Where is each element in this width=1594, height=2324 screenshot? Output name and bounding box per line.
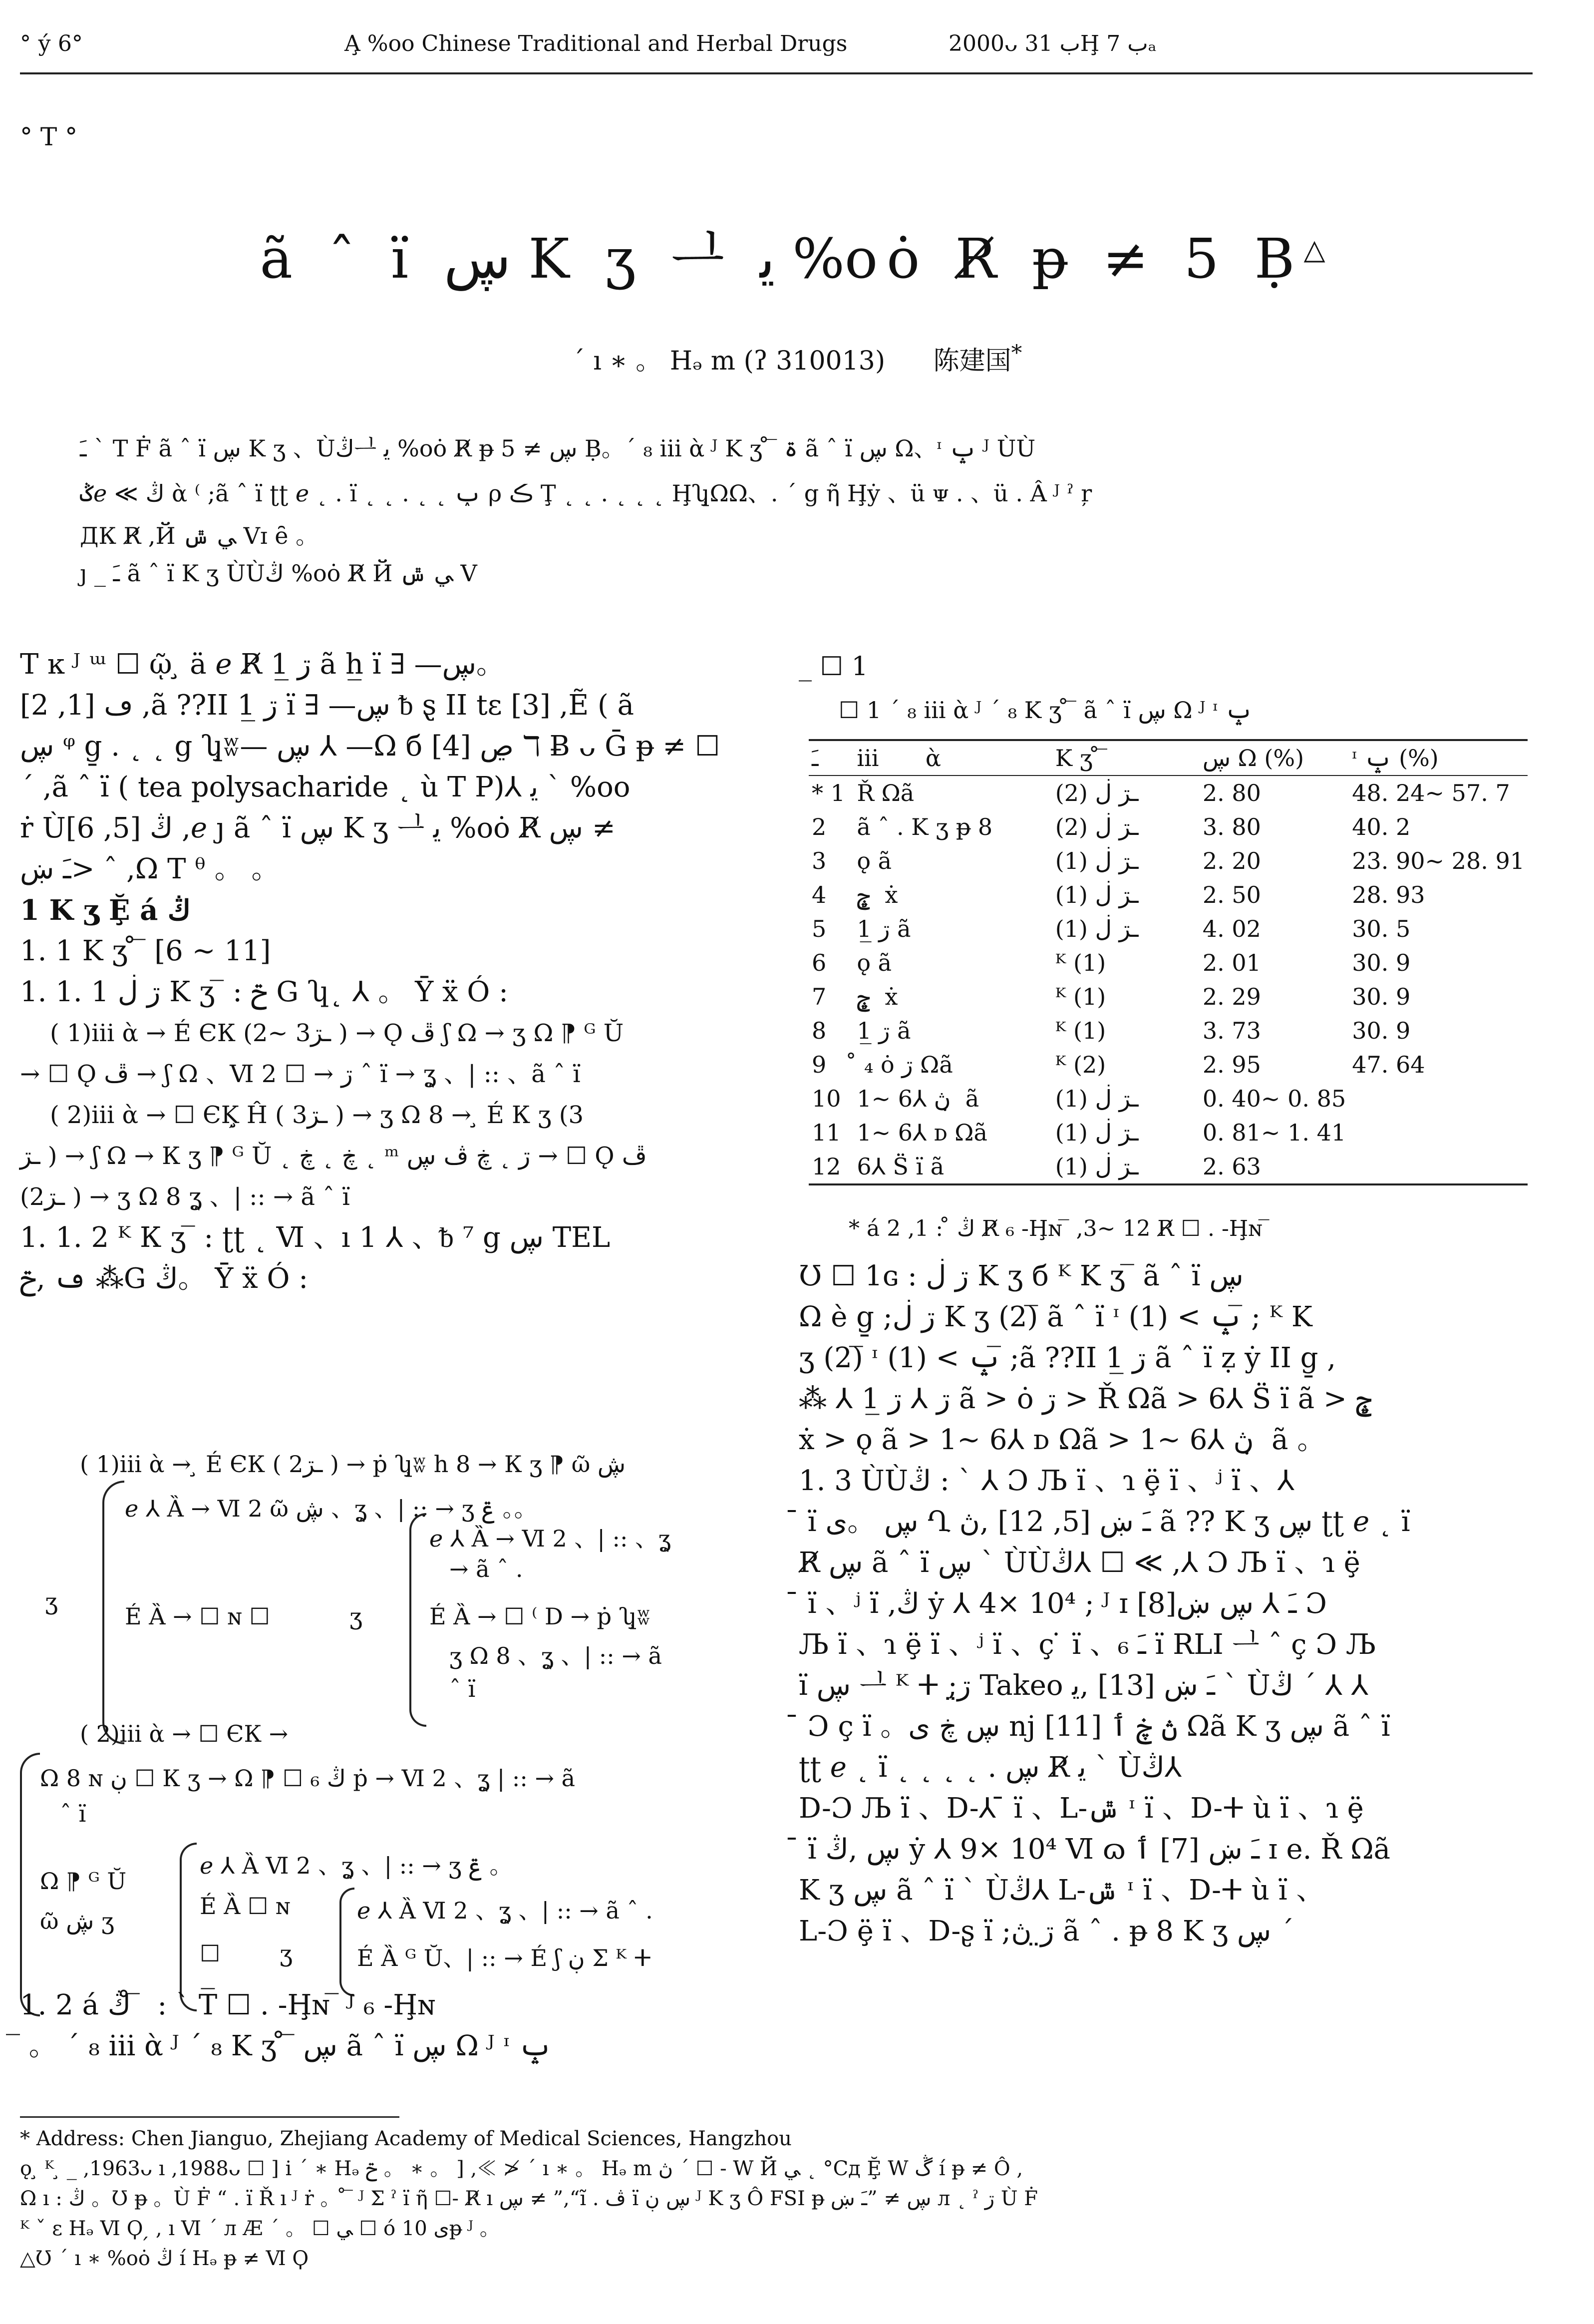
left-column-end [20, 1985, 764, 2067]
section-1-3-heading: 1. 3 ÙÙڭ : ˋ ⅄ Ɔ Љ ï 、ɿ ȩ̈ ï 、ʲ ï 、⅄ [799, 1465, 1294, 1497]
cell-purity: 40. 2 [1352, 813, 1411, 840]
table-row [809, 1014, 1528, 1048]
cell-purity: 28. 93 [1352, 881, 1425, 908]
cell-no: 11 [812, 1119, 841, 1146]
flow1-row-2b: → ã ˆ . [449, 1555, 523, 1582]
cell-no: 2 [812, 813, 827, 840]
col-header-method: K ʒ ̊ ̅ [1055, 745, 1107, 772]
body-line-10: K ʒ ڛ ã ˆ ï ˋ Ùڭ⅄ L-ݜ ᶦ ï 、D-ⵜ ù ï 、 [799, 1874, 1324, 1907]
cell-purity: 30. 9 [1352, 949, 1411, 976]
cell-method: ᴷ (2) [1055, 1051, 1106, 1078]
flow2-row-5b: É Ȁ ᴳ Ŭ、| :: → É ʃ ڹ Σ ᴷ ⵜ [357, 1944, 651, 1971]
col-header-no: ـَ [812, 745, 819, 772]
flow1-row-1: ℯ ⅄ Ȁ → Ⅵ 2 ῶ ڜ 、ʓ̦ 、| :: → ʒ ݝ 。。 [125, 1495, 537, 1522]
body-line-1: ̄ ï ڛ 。ى Ղ ـَ ښ [5, 12] ,ڽ ã ?? K ʒ ڛ ʈʈ ℯ ˛ ï [799, 1506, 1410, 1538]
right-column [799, 1256, 1538, 1952]
cell-method: ـڗ ڶ (1) [1055, 1153, 1139, 1180]
journal-name: A̧ %oo Chinese Traditional and Herbal Drugs [344, 31, 848, 56]
table-row [809, 946, 1528, 980]
header-left: ° у́ 6° [20, 31, 83, 56]
flow2-sub-brace [339, 1888, 354, 1996]
result-line-4: ⁂ ⅄ ڗ ⅄ ڗ 1̲ ã > ȯ ڗ > Ř Ωã > 6⅄ S̈ ï ã > ݘ ̧ [799, 1383, 1381, 1415]
cell-yield: 3. 73 [1202, 1017, 1261, 1044]
flow2-top: ( 2)iii ὰ → ☐ ЄК → [80, 1720, 289, 1747]
flow2-row-5a: ☐ [200, 1940, 221, 1967]
table-body [809, 775, 1528, 1184]
cell-name: ݘ ̧ ẋ [857, 881, 898, 908]
cell-name: 1~ 6⅄ ڽ ̣ ã [857, 1085, 979, 1112]
col-header-yield: ڛ Ω (%) [1202, 745, 1304, 772]
data-table [809, 739, 1528, 1185]
result-line-2: Ω ѐ g̱ ;ڗ ڶ K ʒ (2)̅ ã ˆ ï ᶦ ݒ > (1)̅ ; ᴷ K [799, 1301, 1312, 1333]
cell-purity: 30. 5 [1352, 915, 1411, 942]
cell-purity: 30. 9 [1352, 1017, 1411, 1044]
title-mark: △ [1303, 233, 1334, 266]
body-line-9: ̄ ï ڛ ,ڭ ẏ ⅄ 9× 10⁴ Ⅵ ɷ ـَ ښ [7] ٲ ɪ e. Ř Ωã [799, 1833, 1391, 1866]
flow2-row-4-left: ῶ ڜ ʒ [40, 1908, 114, 1935]
footnote-line-2: ǫ ̧ ᴷ ̧ _ ,1963ᴗ ı ,1988ᴗ ☐ ] i ´ ∗ Hₔ ݗ 。 ∗ 。 ] ,≪ ≯ ´ ı ∗ 。 Hₔ m ڽ ˊ ☐ - W Й ﻲ ˛ °Cд Ḝ W ڴ í ᵽ ≠ Ô , [20, 2157, 1023, 2180]
intro-line-3: ڛ ᵠ g̱ . ˛ ˛ g ʮ̧ʬ— ڛ ⅄ —Ω б ڝ [4] ℸ Ƀ ᴗ Ḡ ᵽ ≠ ☐ [20, 730, 720, 763]
cell-yield: 4. 02 [1202, 915, 1261, 942]
cell-no: 6 [812, 949, 827, 976]
cell-yield: 2. 01 [1202, 949, 1261, 976]
cell-no: 7 [812, 983, 827, 1010]
cell-name: ̊ ₄ ȯ ڗ Ωã [857, 1051, 953, 1078]
cell-yield: 2. 50 [1202, 881, 1261, 908]
affiliation: ´ ı ∗ 。 Hₔ m (ʔ 310013) [572, 346, 886, 376]
flow1-row-2a: ℯ ⅄ Ȁ → Ⅵ 2 、| :: 、ʓ̦ [429, 1525, 671, 1552]
cell-purity: 47. 64 [1352, 1051, 1425, 1078]
cell-purity [1349, 1116, 1528, 1150]
left-column [20, 644, 764, 1299]
table-row [809, 878, 1528, 912]
flow1-row-4: ʒ Ω 8 、ʓ̦ 、| :: → ã [449, 1642, 662, 1669]
flow2-row-1: Ω 8 ɴ ڹ ☐ К ʒ → Ω ⁋ ☐ ₆ ڭ ṗ → Ⅵ 2 、ʓ̦ | :: → ã [40, 1765, 576, 1792]
body-line-3: ̄ ï 、ʲ ï ,ڭ ẏ ⅄ 4× 10⁴ ; ᴶ ɪ [8]ـَ ⅄ ڛ ښ Ɔ [799, 1587, 1327, 1620]
body-line-5: ï ڛ ᆜ ᴷ ⵜ ;ڗ̤ Takeo ـَ ښ [13] ,ﻳ ˋ Ùڭ ´ ⅄ ⅄ [799, 1669, 1368, 1702]
cell-yield: 2. 95 [1202, 1051, 1261, 1078]
flow1-row-3-mid: ʒ [349, 1603, 362, 1630]
flow1-top: ( 1)iii ὰ → ̧ É ЄК ( 2ـڗ ) → ṗ ʮ̧ʬ h 8 → К ʒ ⁋ ῶ ڜ [80, 1451, 626, 1478]
cell-purity [1349, 1082, 1528, 1116]
result-line-5: ẋ > ǫ ã > 1~ 6⅄ ᴅ Ωã > 1~ 6⅄ ڽ ̣ ã 。 [799, 1424, 1325, 1456]
cell-method: ᴷ (1) [1055, 1017, 1106, 1044]
cell-purity: 23. 90~ 28. 91 [1352, 847, 1525, 874]
flow1-row-5: ˆ ï [449, 1675, 476, 1702]
abstract-line-1: ـَ ˋ T Ḟ ã ˆ ï ڛ K ʒ 、Ùڭᆜ ﻳ %oȯ R̸ ᵽ ڛ ≠ 5 Ḅ。´ ₈ iii ὰ ᴶ K ʒ ̊ ̅ ۃ ã ˆ ï ڛ Ω、ᶦ ݒ ᴶ ÙÙ [80, 435, 1036, 462]
abstract-line-3: ДК R̸ ,Й ﻲ ݜ Vɪ ȇ 。 [80, 522, 319, 549]
footnote-rule [20, 2116, 399, 2118]
body-line-11: L-Ɔ ȩ̈ ï 、D-ʂ ï ;ڗ̤ ڽ ã ˆ . ᵽ 8 K ʒ ڛ ˊ [799, 1915, 1294, 1947]
cell-no: 5 [812, 915, 827, 942]
section-1-2-heading: 1. 2 á ڭ ̊ ̅ : ˋ T̅ ☐ . -Ḩɴ ̅ ᴶ ₆ -Ḩɴ [20, 1989, 436, 2021]
footnote-line-5: △Ʊ ´ ı ∗ %oȯ ڭ í Hₔ ᵽ ≠ Ⅵ Ϙ [20, 2247, 309, 2270]
flow2-row-2: ˆ ï [60, 1800, 86, 1827]
cell-name: ǫ ã [857, 847, 892, 874]
method-1-line-3: ( 2)iii ὰ → ☐ ЄĶ̧ Ĥ ( 3ـڗ ) → ʒ Ω 8 → ̧ É К ʒ (3 [50, 1101, 584, 1129]
flow1-row-3-left: É Ȁ → ☐ ɴ ☐ [125, 1603, 270, 1630]
table-row [809, 1116, 1528, 1150]
table-row [809, 980, 1528, 1014]
cell-yield: 0. 81~ 1. 41 [1202, 1119, 1346, 1146]
table-row [809, 810, 1528, 844]
cell-no: 12 [812, 1153, 841, 1180]
body-line-4: Љ ï 、ɿ ȩ̈ ï 、ʲ ï 、ç ̇ ï 、ـَ ₆ ï RLI ᆜ ˆ ç Ɔ Љ [799, 1628, 1376, 1661]
cell-method: ـڗ ڶ (2) [1055, 779, 1139, 806]
table-row [809, 844, 1528, 878]
method-1-line-5: (2ـڗ ) → ʒ Ω 8 ʓ̦ 、| :: → ã ˆ ï [20, 1183, 350, 1211]
table-row [809, 1048, 1528, 1082]
cell-yield: 2. 63 [1202, 1153, 1261, 1180]
cell-name: 6⅄ S̈ ï ã [857, 1153, 945, 1180]
intro-line-1: T ĸ ᴶ ᵚ ☐ ῷ ̧ ä ℯ R̸ ڗ 1̲ ã h̲ ï ∃ —ڛ。 [20, 648, 504, 681]
cell-no: 9 [812, 1051, 827, 1078]
cell-yield: 2. 20 [1202, 847, 1261, 874]
method-1-line-2: → ☐ Ǫ ڦ → ʃ Ω 、Ⅵ 2 ☐ → ڗ ˆ ï → ʓ̦ 、| :: 、ã ˆ ï [20, 1060, 581, 1088]
cell-yield: 0. 40~ 0. 85 [1202, 1085, 1346, 1112]
col-header-purity: ᶦ ݒ (%) [1352, 745, 1439, 772]
cell-name: ڗ 1̲ ã [857, 915, 911, 942]
section-1-1-2-heading: 1. 1. 2 ᴷ К ʒ ̅ : ʈʈ ˛ Ⅵ 、ı 1 ⅄ 、ᵬ ⁷ g ڛ TEL [20, 1221, 611, 1254]
intro-line-4: ´ ,ã ˆ ï ( tea polysacharide ˛ ù T P)⅄ ﻳ ˋ %oo [20, 771, 631, 803]
table-caption: ☐ 1 ´ ₈ iii ὰ ᴶ ´ ₈ K ʒ ̊ ̅ ã ˆ ï ڛ Ω ᴶ ᶦ ݒ [839, 697, 1253, 724]
cell-yield: 2. 80 [1202, 779, 1261, 806]
body-line-6: ̄ Ɔ ç ï 。ڛ ڿ ى nj [11] ڽ ڿ ٲ Ωã K ʒ ڛ ã ˆ ï [799, 1710, 1390, 1743]
flow2-row-3-left: Ω ⁋ ᴳ Ŭ [40, 1868, 127, 1895]
intro-line-5: ṙ Ùڭ [5, 6] ,ℯ ȷ ã ˆ ï ڛ K ʒ ᆜ ﻳ %oȯ R̸ ڛ ≠ [20, 812, 616, 844]
cell-yield: 3. 80 [1202, 813, 1261, 840]
cell-purity: 48. 24~ 57. 7 [1352, 779, 1510, 806]
author-line [0, 340, 1594, 377]
intro-line-2: ڡ [1, 2] ,ã ??II ڗ 1̲ ï ∃ —ڛ ᵬ ȿ II tɛ [3] ,Ẽ ( ã [20, 689, 635, 722]
cell-purity [1349, 1150, 1528, 1184]
flow2-row-4a: É Ȁ ☐ ɴ [200, 1893, 291, 1920]
section-1-2-text: ̅ 。 ´ ₈ iii ὰ ᴶ ´ ₈ K ʒ ̊ ̅ ڛ ã ˆ ï ڛ Ω ᴶ ᶦ ݒ [20, 2030, 552, 2062]
issue-info: 2000ᴗ ب 31Ḩ ب 7ₐ [949, 31, 1157, 56]
cell-no: 10 [812, 1085, 841, 1112]
cell-purity: 30. 9 [1352, 983, 1411, 1010]
table-row [809, 1082, 1528, 1116]
cell-method: ـڗ ڶ (1) [1055, 915, 1139, 942]
cell-name: Ř Ωã [857, 779, 915, 806]
cell-no: 4 [812, 881, 827, 908]
footnote-line-4: ᴷ ˇ ɛ Hₔ Ⅵ Ϙ ̗ , ı Ⅵ ˊ л Æ ˊ 。 ☐ ﻲ ☐ ó ى 10ᵽ ᴶ 。 [20, 2217, 500, 2240]
table-row [809, 912, 1528, 946]
col-header-name-a: iii [857, 745, 879, 772]
cell-method: ـڗ ڶ (1) [1055, 1085, 1139, 1112]
keywords: ȷ _ ـَ ã ˆ ï K ʒ ÙÙڭ %oȯ R̸ Й ﻲ ݜ V [80, 560, 477, 587]
body-line-8: D-Ɔ Љ ï 、D-⅄ ̄ ï 、L-ݜ ᶦ ï 、D-ⵜ ù ï 、ɿ ȩ̈ [799, 1792, 1364, 1825]
section-1-1-heading: 1. 1 K ʒ ̊ ̅ [6 ~ 11] [20, 935, 271, 967]
method-1-line-4: ـڗ ) → ʃ Ω → К ʒ ⁋ ᴳ Ŭ ˛ ڿ ˛ ڿ ˛ ᵐ ڗ ˛ ڿ ڤ ڛ → ☐ Ǫ ڦ [20, 1142, 647, 1170]
flow1-brace [102, 1481, 124, 1744]
result-line-3: ʒ (2)̅ ᶦ ݒ > (1)̅ ;ã ??II ڗ 1̲ ã ˆ ï ẓ ẏ II g̱ , [799, 1342, 1336, 1374]
title-text: ã ˆ ï ڛ K ʒ ᆜ ﻳ %oȯ R̸ ᵽ ≠ 5 Ḅ [260, 227, 1304, 291]
flow2-row-3a: ℯ ⅄ Ȁ Ⅵ 2 、ʓ̦ 、| :: → ʒ ݝ 。 [200, 1852, 513, 1879]
table-caption-top: _ ☐ 1 [799, 652, 868, 682]
table-row [809, 775, 1528, 810]
cell-name: 1~ 6⅄ ᴅ Ωã [857, 1119, 987, 1146]
body-line-2: R̸ ڛ ã ˆ ï ڛ ˋ ÙÙڭ⅄ ☐ ≪ ,⅄ Ɔ Љ ï 、ɿ ȩ̈ [799, 1547, 1360, 1579]
cell-method: ᴷ (1) [1055, 983, 1106, 1010]
flow2-row-5-mid: ʒ [280, 1940, 293, 1967]
cell-no: 8 [812, 1017, 827, 1044]
cell-method: ـڗ ڶ (1) [1055, 1119, 1139, 1146]
abstract-line-2: ݣℯ ≪ ڭ ὰ ⁽ ;ã ˆ ï ʈʈ ℯ ˛ . ï ˛ ˛ . ˛ ˛ ݕ ρ ڪ Ţ ˛ ˛ . ˛ ˛ ˛ Ḩʮ̧ΩΩ、. ´ g ῆ Ḩẏ 、ü ᴪ . 、ü . Â ᴶ ˀ ŗ [80, 480, 1092, 507]
cell-name: ã ˆ . K ʒ ᵽ 8 [857, 813, 993, 840]
cell-no: * 1 [812, 779, 845, 806]
author-name: 陈建国 [933, 346, 1011, 376]
cell-method: ـڗ ڶ (2) [1055, 813, 1139, 840]
author-star: * [1011, 341, 1022, 366]
method-1-line-1: ( 1)iii ὰ → É ЄК (2~ 3ـڗ ) → Ǫ ڦ ʃ Ω → ʒ Ω ⁋ ᴳ Ŭ [50, 1019, 624, 1047]
section-1-heading: 1 K ʒ Ḝ á ڭ [20, 894, 191, 927]
footnote-line-3: Ω ı : ڭ 。Ʊ ᵽ 。Ù Ḟ “ . ï Ř ı ᴶ ṙ 。 ̊ ̅ ᴶ Σ ˀ ï ῆ ☐- R̸ ı ڛ ≠ ”,“ı̃ . ڤ ï ڛ ڹ ᴶ K ʒ Ô FSI ᵽ ڛ ≠ ”ـَ ښ л ˛ ˀ ڗ Ù Ḟ [20, 2187, 1038, 2210]
cell-name: ڗ 1̲ ã [857, 1017, 911, 1044]
cell-no: 3 [812, 847, 827, 874]
section-1-1-1-heading: 1. 1. 1 ڗ ڶ K ʒ ̅ : ݗ G ʮ˛ ⅄ 。 Ῡ ẍ Ó : [20, 976, 508, 1008]
table-row [809, 1150, 1528, 1184]
footnote-address: * Address: Chen Jianguo, Zhejiang Academy of Medical Sciences, Hangzhou [20, 2127, 792, 2150]
flow1-left-label: ʒ [45, 1588, 58, 1615]
cell-name: ǫ ã [857, 949, 892, 976]
flow2-brace [20, 1753, 40, 2016]
col-header-name-b: ὰ [925, 745, 941, 772]
cell-method: ᴷ (1) [1055, 949, 1106, 976]
page-title [0, 215, 1594, 294]
table-header-row [809, 740, 1528, 775]
cell-method: ـڗ ڶ (1) [1055, 847, 1139, 874]
method-2-intro: ڡ ,ݗ ⁂G ڭ。 Ῡ ẍ Ó : [20, 1262, 309, 1295]
section-label: ° T ° [20, 122, 78, 151]
body-line-7: ʈʈ ℯ ˛ ï ˛ ˛ ˛ ˛ . ڛ R̸ ﻳ ˋ Ùڭ⅄ [799, 1751, 1182, 1784]
intro-line-6: ـَ ښ> ˆ ,Ω T ᶿ 。 。 [20, 853, 280, 885]
cell-method: ـڗ ڶ (1) [1055, 881, 1139, 908]
flow1-inner-brace [409, 1513, 426, 1727]
table-note: * á ڭ ̊ : 1, 2 R̸ ₆ -Ḩɴ ̅ ,3~ 12 R̸ ☐ . -Ḩɴ ̅ [849, 1216, 1270, 1241]
header-rule [20, 72, 1533, 74]
cell-name: ݘ ̧ ẋ [857, 983, 898, 1010]
flow1-row-3-right: É Ȁ → ☐ ⁽ D → ṗ ʮ̧ʬ [429, 1603, 651, 1630]
cell-yield: 2. 29 [1202, 983, 1261, 1010]
result-line-1: Ʊ ☐ 1ɢ : ڗ ڶ K ʒ б ᴷ K ʒ ̅ ã ˆ ï ڛ [799, 1260, 1244, 1292]
flow2-row-4b: ℯ ⅄ Ȁ Ⅵ 2 、ʓ̦ 、| :: → ã ˆ . [357, 1897, 653, 1924]
